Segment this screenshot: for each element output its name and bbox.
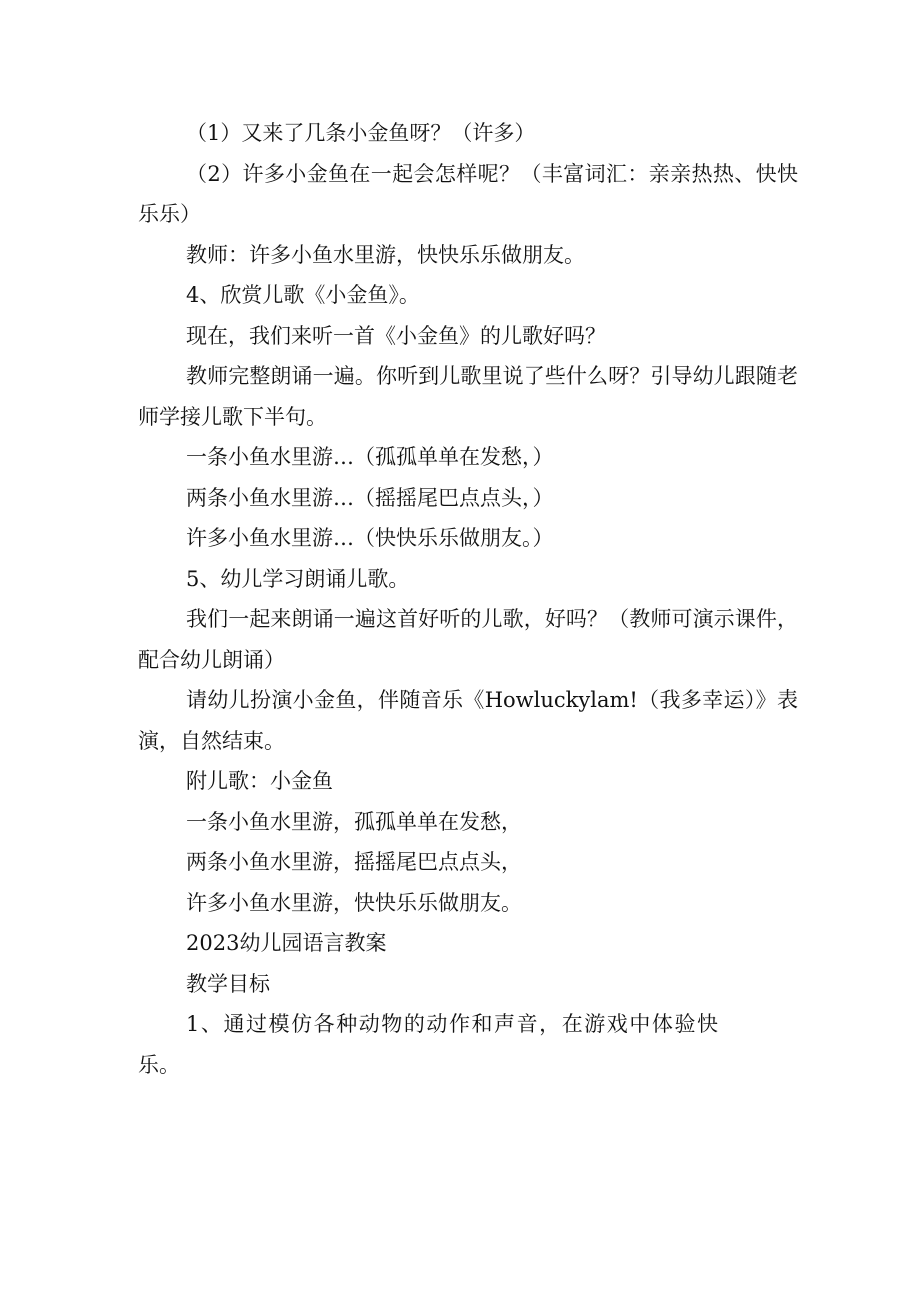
rhyme-prompt-3: 许多小鱼水里游…（快快乐乐做朋友。） [186, 526, 554, 550]
teaching-goal-1: 1、通过模仿各种动物的动作和声音，在游戏中体验快乐。 [138, 1012, 718, 1077]
paragraph-5: 现在，我们来听一首《小金鱼》的儿歌好吗？ [186, 323, 606, 348]
section-heading-4: 4、欣赏儿歌《小金鱼》。 [186, 283, 420, 307]
rhyme-prompt-2: 两条小鱼水里游…（摇摇尾巴点点头，） [186, 485, 554, 510]
paragraph-3: 教师：许多小鱼水里游，快快乐乐做朋友。 [186, 242, 585, 267]
document-body [138, 113, 798, 1085]
rhyme-line-3: 许多小鱼水里游，快快乐乐做朋友。 [186, 890, 522, 915]
rhyme-prompt-1: 一条小鱼水里游…（孤孤单单在发愁，） [186, 445, 554, 469]
paragraph-12: 请幼儿扮演小金鱼，伴随音乐《Howluckylam!（我多幸运）》表演，自然结束。 [138, 688, 798, 753]
paragraph-6: 教师完整朗诵一遍。你听到儿歌里说了些什么呀？引导幼儿跟随老师学接儿歌下半句。 [138, 364, 798, 429]
paragraph-2: （2）许多小金鱼在一起会怎样呢？（丰富词汇：亲亲热热、快快乐乐） [138, 161, 798, 226]
rhyme-title: 附儿歌：小金鱼 [186, 769, 333, 793]
section-heading-5: 5、幼儿学习朗诵儿歌。 [186, 566, 410, 591]
lesson-plan-title: 2023幼儿园语言教案 [186, 931, 387, 955]
rhyme-line-1: 一条小鱼水里游，孤孤单单在发愁， [186, 809, 522, 834]
teaching-goals-heading: 教学目标 [186, 971, 270, 996]
paragraph-11: 我们一起来朗诵一遍这首好听的儿歌，好吗？（教师可演示课件，配合幼儿朗诵） [138, 607, 798, 672]
rhyme-line-2: 两条小鱼水里游，摇摇尾巴点点头， [186, 850, 522, 874]
paragraph-1: （1）又来了几条小金鱼呀？（许多） [186, 121, 536, 145]
